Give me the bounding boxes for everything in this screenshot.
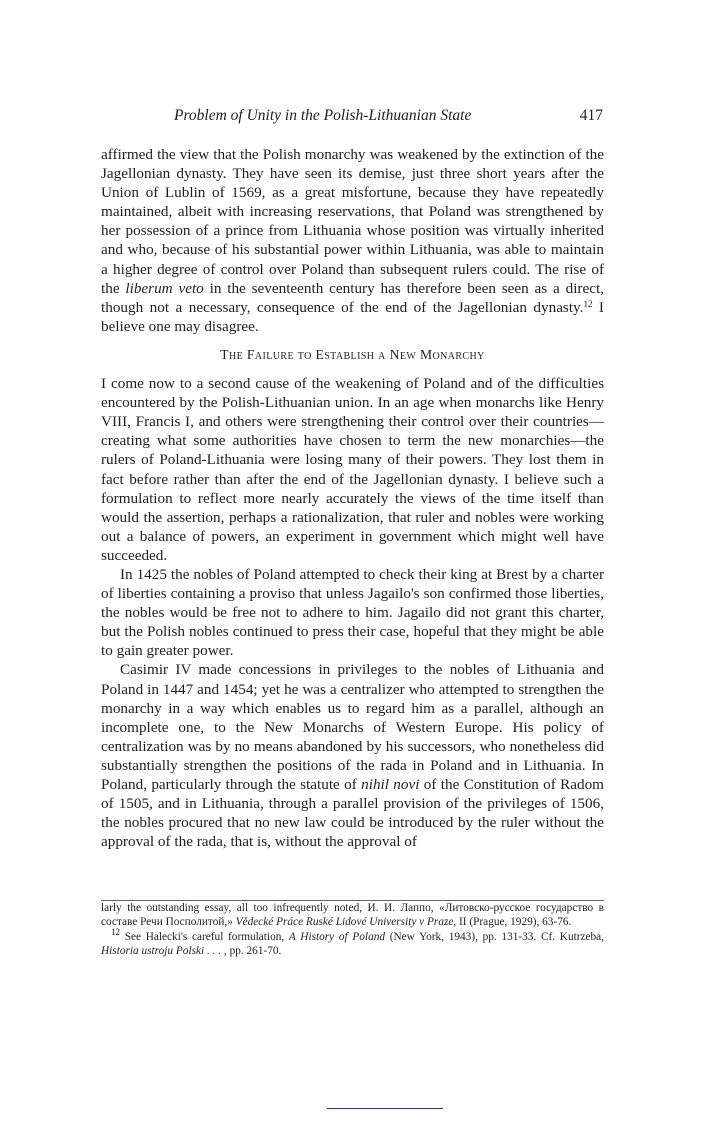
text-run: affirmed the view that the Polish monarchy was weakened by the extinction of the Jagellonian dynasty. They have seen its demise, just three short years after the Union of Lublin of 1569, as a great misfortune, because they have repeatedly maintained, albeit with increasing reservations, that Poland was strengthened by her possession of a prince from Lithuania whose position was virtually inherited and who, because of his substantial power within Lithuania, was able to maintain a higher degree of control over Poland than subsequent rulers could. The rise of the [101,146,604,297]
footnotes [101,900,604,959]
text-run: Casimir IV made concessions in privileges to the nobles of Lithuania and Poland in 1447 and 1454; yet he was a centralizer who attempted to strengthen the monarchy in a way which enables us to regard him as a parallel, although an incomplete one, to the New Monarchs of Western Europe. His policy of centralization was by no means abandoned by his successors, who nonetheless did substantially strengthen the positions of the rada in Poland and in Lithuania. In Poland, particularly through the statute of [101,661,604,793]
page-number: 417 [579,107,603,124]
paragraph: I come now to a second cause of the weakening of Poland and of the difficulties encountered by the Polish-Lithuanian union. In an age when monarchs like Henry VIII, Francis I, and others were strengthening their control over their countries—creating what some authorities have chosen to term the new monarchies—the rulers of Poland-Lithuania were losing many of their powers. They lost them in fact before rather than after the end of the Jagellonian dynasty. I believe such a formulation to reflect more nearly accurately the views of the time itself than would the assertion, perhaps a rationalization, that ruler and nobles were working out a balance of powers, an experiment in government which might well have succeeded. [101,375,604,564]
italic-title: Vědecké Práce Ruské Lidové University v Praze, [235,916,457,929]
text-run: (New York, 1943), pp. 131-33. Cf. Kutrzeba, [385,930,605,943]
paragraph-continued [101,145,604,336]
text-run: II (Prague, 1929), 63-76. [456,916,572,929]
paragraph [101,660,604,851]
body-text [101,145,604,851]
paragraph: In 1425 the nobles of Poland attempted to check their king at Brest by a charter of liberties containing a proviso that unless Jagailo's son confirmed those liberties, the nobles would be free not to adhere to him. Jagailo did not grant this charter, but the Polish nobles continued to press their case, hopeful that they might be able to gain greater power. [101,565,604,660]
running-title: Problem of Unity in the Polish-Lithuanian State [174,107,472,124]
italic-term: nihil novi [361,776,420,793]
italic-term: liberum veto [125,279,204,297]
text-run: of the Constitution of Radom of 1505, and in Lithuania, through a parallel provision of the privileges of 1506, the nobles procured that no new law could be introduced by the ruler without the approval of the rada, that is, without the approval of [101,776,604,851]
text-run: larly the outstanding essay, all too infrequently noted, И. И. Лаппо, «Литовско-русское государство в составе Речи Посполитой,» [101,902,604,929]
running-head [100,107,603,129]
footnote-continued [101,901,604,930]
text-run: See Halecki's careful formulation, [120,930,289,943]
section-heading: The Failure to Establish a New Monarchy [220,346,485,362]
text-run: I believe one may disagree. [101,298,604,335]
italic-title: Historia ustroju Polski . . . , [101,945,227,958]
italic-title: A History of Poland [288,930,386,943]
text-run: pp. 261-70. [226,945,282,958]
text-run: in the seventeenth century has therefore been seen as a direct, though not a necessary, consequence of the end of the Jagellonian dynasty. [101,279,604,316]
bottom-rule [327,1108,443,1109]
footnote-number: 12 [111,926,120,937]
footnote-12 [101,926,605,959]
footnote-ref: 12 [583,298,593,309]
